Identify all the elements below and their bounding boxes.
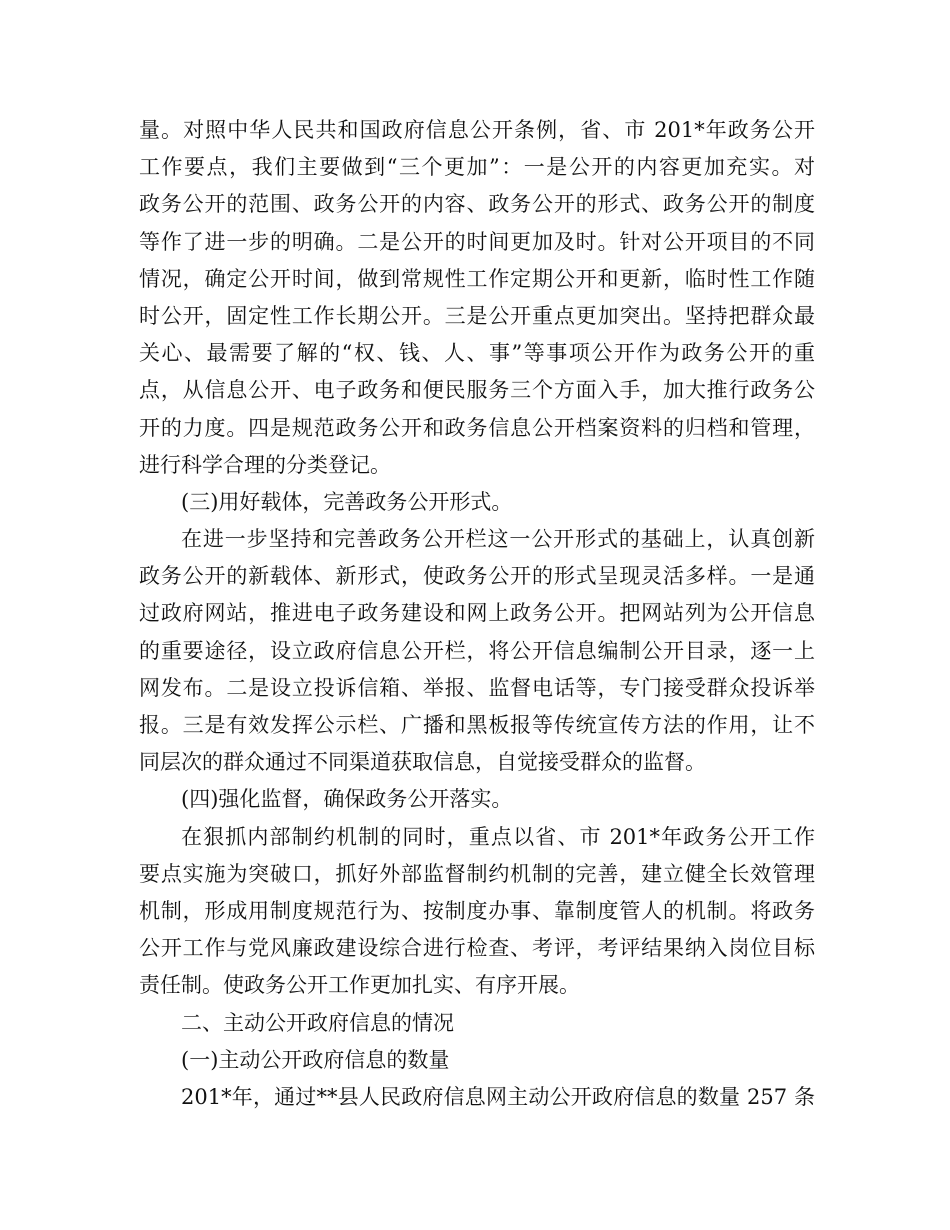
paragraph-line: 工作要点，我们主要做到“三个更加”：一是公开的内容更加充实。对 <box>139 155 815 180</box>
paragraph-line: 责任制。使政务公开工作更加扎实、有序开展。 <box>139 973 580 998</box>
section-heading: 二、主动公开政府信息的情况 <box>181 1010 454 1035</box>
paragraph-line: 过政府网站，推进电子政务建设和网上政务公开。把网站列为公开信息 <box>139 601 815 626</box>
paragraph-line: 机制，形成用制度规范行为、按制度办事、靠制度管人的机制。将政务 <box>139 898 815 923</box>
document-page <box>139 112 815 1116</box>
paragraph-line: 进行科学合理的分类登记。 <box>139 452 391 477</box>
section-heading: (三)用好载体，完善政务公开形式。 <box>181 489 513 514</box>
paragraph-line: 网发布。二是设立投诉信箱、举报、监督电话等，专门接受群众投诉举 <box>139 675 815 700</box>
paragraph-line: 同层次的群众通过不同渠道获取信息，自觉接受群众的监督。 <box>139 750 706 775</box>
paragraph-line: 情况，确定公开时间，做到常规性工作定期公开和更新，临时性工作随 <box>139 266 815 291</box>
paragraph-line: 量。对照中华人民共和国政府信息公开条例，省、市 201*年政务公开 <box>139 118 815 142</box>
paragraph-line: 政务公开的新载体、新形式，使政务公开的形式呈现灵活多样。一是通 <box>139 564 815 589</box>
paragraph-line: 时公开，固定性工作长期公开。三是公开重点更加突出。坚持把群众最 <box>139 303 815 328</box>
paragraph-line: 点，从信息公开、电子政务和便民服务三个方面入手，加大推行政务公 <box>139 378 815 403</box>
paragraph-line: 的重要途径，设立政府信息公开栏，将公开信息编制公开目录，逐一上 <box>139 638 815 663</box>
paragraph-line: 公开工作与党风廉政建设综合进行检查、考评，考评结果纳入岗位目标 <box>139 936 815 961</box>
paragraph-line: 要点实施为突破口，抓好外部监督制约机制的完善，建立健全长效管理 <box>139 861 815 886</box>
section-heading: (四)强化监督，确保政务公开落实。 <box>181 787 513 812</box>
paragraph-line: 在狠抓内部制约机制的同时，重点以省、市 201*年政务公开工作 <box>181 824 815 849</box>
paragraph-line: 201*年，通过**县人民政府信息网主动公开政府信息的数量 257 条 <box>181 1084 815 1109</box>
subsection-heading: (一)主动公开政府信息的数量 <box>181 1047 450 1072</box>
paragraph-line: 政务公开的范围、政务公开的内容、政务公开的形式、政务公开的制度 <box>139 192 815 217</box>
paragraph-line: 关心、最需要了解的“权、钱、人、事”等事项公开作为政务公开的重 <box>139 341 815 366</box>
paragraph-line: 等作了进一步的明确。二是公开的时间更加及时。针对公开项目的不同 <box>139 229 815 254</box>
paragraph-line: 在进一步坚持和完善政务公开栏这一公开形式的基础上，认真创新 <box>181 527 815 552</box>
paragraph-line: 开的力度。四是规范政务公开和政务信息公开档案资料的归档和管理， <box>139 415 815 440</box>
paragraph-line: 报。三是有效发挥公示栏、广播和黑板报等传统宣传方法的作用，让不 <box>139 713 815 737</box>
